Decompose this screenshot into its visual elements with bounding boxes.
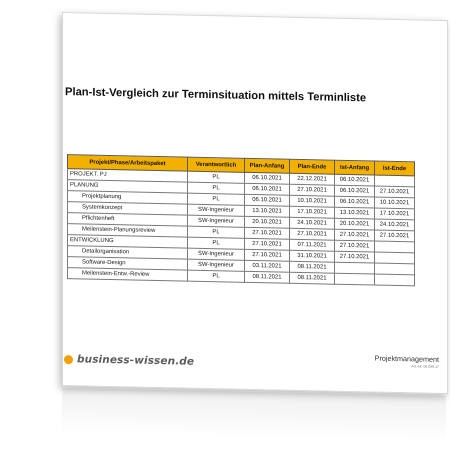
actual-end-cell: 27.10.2021 [375, 230, 415, 242]
plan-start-cell: 03.11.2021 [245, 260, 290, 272]
responsible-cell: PL [188, 270, 245, 282]
footer-category: Projektmanagement [374, 353, 439, 364]
page-reflection [62, 388, 446, 442]
task-name-cell: ENTWICKLUNG [68, 235, 188, 249]
plan-end-cell: 17.10.2021 [290, 206, 335, 218]
plan-end-cell: 24.10.2021 [290, 217, 335, 229]
actual-start-cell: 06.10.2021 [335, 174, 375, 186]
actual-end-cell [375, 263, 415, 275]
responsible-cell: SW-Ingenieur [188, 215, 245, 227]
plan-end-cell: 22.12.2021 [290, 173, 335, 185]
task-name-cell: Pflichtenheft [68, 213, 188, 227]
actual-end-cell [375, 241, 415, 253]
responsible-cell: PL [188, 237, 245, 249]
actual-start-cell: 27.10.2021 [335, 240, 375, 252]
plan-end-cell: 27.10.2021 [290, 184, 335, 196]
plan-start-cell: 27.10.2021 [245, 238, 290, 250]
plan-start-cell: 13.10.2021 [245, 205, 290, 217]
task-name-cell: Detailorganisation [68, 246, 188, 260]
actual-start-cell: 06.10.2021 [335, 196, 375, 208]
schedule-table [67, 154, 415, 286]
plan-start-cell: 06.10.2021 [245, 172, 290, 184]
actual-end-cell [375, 274, 415, 286]
actual-end-cell: 10.10.2021 [375, 197, 415, 209]
brand-logo [64, 353, 194, 368]
actual-end-cell [375, 252, 415, 264]
header-cell-plan-start: Plan-Anfang [245, 158, 290, 173]
plan-end-cell: 31.10.2021 [290, 250, 335, 262]
actual-start-cell: 06.10.2021 [335, 185, 375, 197]
actual-start-cell: 13.10.2021 [335, 207, 375, 219]
actual-start-cell [335, 262, 375, 274]
responsible-cell: PL [188, 226, 245, 238]
actual-end-cell: 17.10.2021 [375, 208, 415, 220]
document-title: Plan-Ist-Vergleich zur Terminsituation mittels Terminliste [65, 86, 367, 105]
responsible-cell: PL [188, 193, 245, 205]
plan-start-cell: 27.10.2021 [245, 249, 290, 261]
plan-start-cell: 20.10.2021 [245, 216, 290, 228]
document-page [62, 12, 448, 394]
actual-start-cell: 20.10.2021 [335, 218, 375, 230]
plan-start-cell: 27.10.2021 [245, 227, 290, 239]
task-name-cell: Meilenstein-Entw.-Review [68, 268, 188, 282]
plan-end-cell: 07.11.2021 [290, 239, 335, 251]
brand-dot-icon [64, 355, 73, 364]
actual-end-cell: 24.10.2021 [375, 219, 415, 231]
footer-info [375, 354, 439, 369]
task-name-cell: Projektplanung [68, 191, 188, 205]
responsible-cell: PL [188, 171, 245, 183]
responsible-cell: SW-Ingenieur [188, 248, 245, 260]
plan-end-cell: 08.11.2021 [290, 272, 335, 284]
plan-end-cell: 08.11.2021 [290, 261, 335, 273]
header-cell-task: Projekt/Phase/Arbeitspaket [68, 155, 188, 172]
responsible-cell: SW-Ingenieur [188, 259, 245, 271]
actual-end-cell [375, 175, 415, 187]
responsible-cell: SW-Ingenieur [188, 204, 245, 216]
responsible-cell: PL [188, 182, 245, 194]
task-name-cell: PROJEKT. PJ [68, 169, 188, 183]
header-cell-plan-end: Plan-Ende [290, 159, 335, 174]
plan-start-cell: 06.10.2021 [245, 194, 290, 206]
task-name-cell: Software-Design [68, 257, 188, 271]
plan-end-cell: 10.10.2021 [290, 195, 335, 207]
task-name-cell: Systemkonzept [68, 202, 188, 216]
header-cell-responsible: Verantwortlich [188, 157, 245, 172]
plan-end-cell: 27.10.2021 [290, 228, 335, 240]
brand-name: business-wissen.de [77, 353, 195, 368]
footer-article-number: Art.-Nr. 06 089.17 [411, 364, 439, 369]
actual-start-cell [335, 273, 375, 285]
header-cell-actual-end: Ist-Ende [375, 161, 415, 176]
task-name-cell: PLANUNG [68, 180, 188, 194]
actual-end-cell: 27.10.2021 [375, 186, 415, 198]
task-name-cell: Meilenstein-Planungsreview [68, 224, 188, 238]
header-cell-actual-start: Ist-Anfang [335, 160, 375, 175]
actual-start-cell: 27.10.2021 [335, 251, 375, 263]
plan-start-cell: 08.11.2021 [245, 271, 290, 283]
actual-start-cell: 27.10.2021 [335, 229, 375, 241]
plan-start-cell: 06.10.2021 [245, 183, 290, 195]
